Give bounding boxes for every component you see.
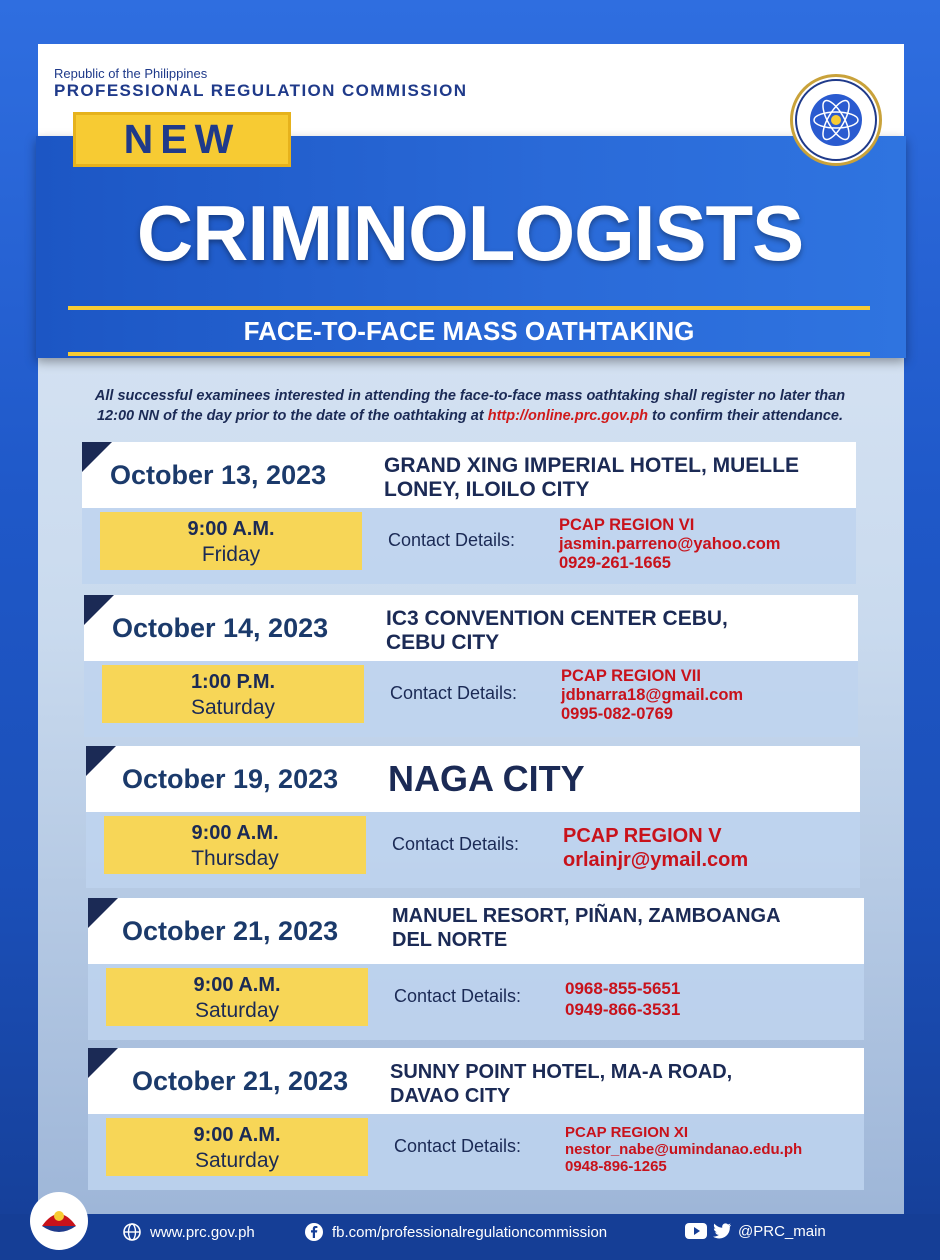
entry-body xyxy=(88,964,864,1040)
entry-time: 9:00 A.M. xyxy=(193,1124,281,1146)
venue-line: SUNNY POINT HOTEL, MA-A ROAD, xyxy=(390,1061,733,1083)
contact-org: PCAP REGION VI xyxy=(559,516,695,534)
venue-line: NAGA CITY xyxy=(388,758,585,799)
entry-day: Friday xyxy=(201,543,261,566)
entry-body xyxy=(82,508,856,584)
venue-line: LONEY, ILOILO CITY xyxy=(384,478,590,501)
entry-venue xyxy=(386,607,728,655)
entry-day: Saturday xyxy=(190,696,276,719)
contact-email[interactable]: jdbnarra18@gmail.com xyxy=(561,686,744,704)
entry-body xyxy=(88,1114,864,1190)
notice-line1: All successful examinees interested in attending the face-to-face mass oathtaking shall register no later than xyxy=(94,388,846,404)
entry-date: October 13, 2023 xyxy=(110,460,327,490)
venue-line: IC3 CONVENTION CENTER CEBU, xyxy=(386,607,728,630)
venue-line: DAVAO CITY xyxy=(390,1085,511,1107)
venue-line: GRAND XING IMPERIAL HOTEL, MUELLE xyxy=(384,454,799,477)
contact-org: PCAP REGION V xyxy=(563,825,722,847)
youtube-icon xyxy=(684,1222,708,1240)
contact-phone: 0968-855-5651 xyxy=(565,979,681,998)
website-label: www.prc.gov.ph xyxy=(150,1223,255,1241)
entry-venue xyxy=(392,904,781,952)
entry-date: October 21, 2023 xyxy=(122,916,339,946)
page-subtitle: FACE-TO-FACE MASS OATHTAKING xyxy=(243,316,695,346)
entry-body xyxy=(86,812,860,888)
twitter-icon xyxy=(712,1222,732,1240)
contact-details xyxy=(563,824,748,872)
entry-day: Thursday xyxy=(191,847,279,870)
schedule-entry xyxy=(84,595,858,737)
contact-label: Contact Details: xyxy=(394,1136,522,1156)
facebook-label: fb.com/professionalregulationcommission xyxy=(332,1223,608,1241)
entry-time: 9:00 A.M. xyxy=(193,974,281,996)
corner-triangle xyxy=(86,746,116,776)
schedule-entry xyxy=(88,1048,864,1190)
corner-triangle xyxy=(82,442,112,472)
social-link[interactable] xyxy=(684,1222,826,1240)
registration-link[interactable]: http://online.prc.gov.ph xyxy=(487,408,649,424)
schedule-entry xyxy=(88,898,864,1040)
contact-details xyxy=(565,978,680,1020)
contact-label: Contact Details: xyxy=(394,986,522,1006)
entry-date: October 21, 2023 xyxy=(132,1066,349,1096)
contact-org: PCAP REGION VII xyxy=(561,667,701,685)
entry-venue xyxy=(384,454,799,502)
schedule-entry xyxy=(86,746,860,888)
corner-triangle xyxy=(88,1048,118,1078)
page-title: CRIMINOLOGISTS xyxy=(136,189,804,277)
time-box xyxy=(104,816,366,874)
venue-line: MANUEL RESORT, PIÑAN, ZAMBOANGA xyxy=(392,905,781,927)
contact-details xyxy=(565,1124,802,1175)
entry-time: 9:00 A.M. xyxy=(191,822,279,844)
entry-date: October 14, 2023 xyxy=(112,613,329,643)
contact-label: Contact Details: xyxy=(390,683,518,703)
contact-email[interactable]: jasmin.parreno@yahoo.com xyxy=(559,535,781,553)
republic-label: Republic of the Philippines xyxy=(54,66,208,81)
facebook-link[interactable] xyxy=(304,1222,607,1242)
corner-triangle xyxy=(84,595,114,625)
entry-venue xyxy=(388,758,585,800)
globe-icon xyxy=(122,1222,142,1242)
registration-notice xyxy=(60,386,880,426)
contact-phone: 0949-866-3531 xyxy=(565,1000,681,1019)
entry-venue xyxy=(390,1060,732,1108)
time-box xyxy=(106,968,368,1026)
website-link[interactable] xyxy=(122,1222,255,1242)
bagong-pilipinas-logo-icon xyxy=(30,1192,88,1250)
time-box xyxy=(100,512,362,570)
venue-line: CEBU CITY xyxy=(386,631,500,654)
entry-day: Saturday xyxy=(194,1149,280,1172)
entry-date: October 19, 2023 xyxy=(122,764,339,794)
facebook-icon xyxy=(304,1222,324,1242)
contact-phone: 0948-896-1265 xyxy=(565,1158,667,1175)
contact-phone: 0995-082-0769 xyxy=(561,705,673,723)
schedule-entry xyxy=(82,442,856,584)
entry-time: 1:00 P.M. xyxy=(190,671,276,693)
contact-details xyxy=(559,516,780,573)
time-box xyxy=(102,665,364,723)
contact-details xyxy=(561,667,743,724)
new-badge xyxy=(73,112,291,167)
time-box xyxy=(106,1118,368,1176)
venue-line: DEL NORTE xyxy=(392,929,508,951)
agency-name: PROFESSIONAL REGULATION COMMISSION xyxy=(54,81,468,100)
contact-phone: 0929-261-1665 xyxy=(559,554,671,572)
entry-body xyxy=(84,661,858,737)
divider-top xyxy=(68,306,870,310)
notice-line2-before: 12:00 NN of the day prior to the date of the oathtaking at xyxy=(96,408,488,424)
contact-email[interactable]: nestor_nabe@umindanao.edu.ph xyxy=(565,1141,803,1158)
contact-org: PCAP REGION XI xyxy=(565,1124,689,1141)
corner-triangle xyxy=(88,898,118,928)
contact-email[interactable]: orlainjr@ymail.com xyxy=(563,849,749,871)
entry-day: Saturday xyxy=(194,999,280,1022)
contact-label: Contact Details: xyxy=(392,834,520,854)
divider-bottom xyxy=(68,352,870,356)
entry-time: 9:00 A.M. xyxy=(187,518,275,540)
contact-label: Contact Details: xyxy=(388,530,516,550)
prc-seal-icon xyxy=(790,74,882,166)
social-handle: @PRC_main xyxy=(738,1222,826,1240)
new-badge-label: NEW xyxy=(123,116,241,162)
notice-line2-after: to confirm their attendance. xyxy=(648,408,844,424)
